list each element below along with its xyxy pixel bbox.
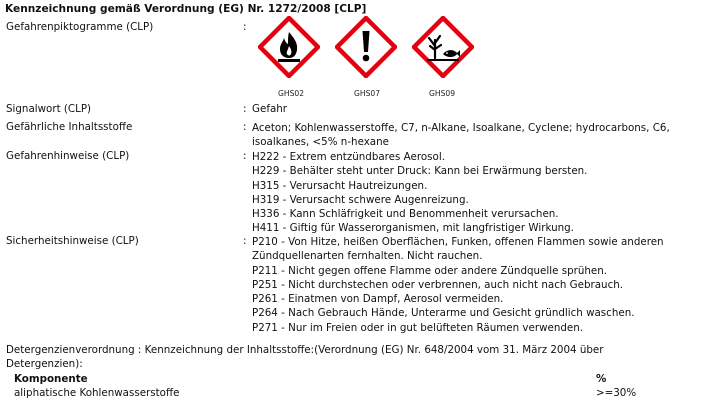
detergent-line: Detergenzien): [6, 357, 83, 370]
hazard-statement: H411 - Giftig für Wasserorganismen, mit langfristiger Wirkung. [252, 222, 574, 235]
precautionary-statement: P271 - Nur im Freien oder in gut belüfteten Räumen verwenden. [252, 321, 584, 334]
pictograms-label: Gefahrenpiktogramme (CLP) [6, 21, 154, 33]
pictograms-colon: : [243, 21, 247, 33]
table-header-percent: % [596, 373, 607, 385]
hazard-statements-list [252, 150, 587, 236]
ghs09-code: GHS09 [429, 89, 456, 98]
hazard-statements-colon: : [243, 150, 247, 162]
precautionary-statement: P264 - Nach Gebrauch Hände, Unterarme und Gesicht gründlich waschen. [252, 307, 635, 320]
detergent-regulation [6, 344, 603, 371]
ingredients-label: Gefährliche Inhaltsstoffe [6, 121, 133, 133]
precautionary-statement: P251 - Nicht durchstechen oder verbrennen, auch nicht nach Gebrauch. [252, 278, 624, 291]
precautionary-statement: P210 - Von Hitze, heißen Oberflächen, Funken, offenen Flammen sowie anderen [252, 236, 664, 248]
table-cell-percent: >=30% [596, 387, 637, 399]
signal-word-value: Gefahr [252, 103, 288, 115]
hazard-statement: H336 - Kann Schläfrigkeit und Benommenheit verursachen. [252, 208, 559, 221]
precautionary-statement: P261 - Einatmen von Dampf, Aerosol vermeiden. [252, 293, 504, 306]
ingredients-colon: : [243, 121, 247, 133]
precautionary-statement: Zündquellenarten fernhalten. Nicht rauchen. [252, 250, 483, 263]
detergent-line: Detergenzienverordnung : Kennzeichnung der Inhaltsstoffe:(Verordnung (EG) Nr. 648/2004 vom 31. März 2004 über [6, 344, 604, 356]
precautionary-statements-colon: : [243, 235, 247, 247]
table-cell-component: aliphatische Kohlenwasserstoffe [14, 387, 180, 399]
table-header-component: Komponente [14, 373, 88, 385]
page-title: Kennzeichnung gemäß Verordnung (EG) Nr. 1272/2008 [CLP] [5, 3, 367, 15]
precautionary-statements-label: Sicherheitshinweise (CLP) [6, 235, 139, 247]
hazard-statement: H315 - Verursacht Hautreizungen. [252, 179, 428, 192]
exclamation-mark-icon [335, 16, 397, 78]
ghs07-code: GHS07 [354, 89, 381, 98]
precautionary-statements-list [252, 235, 664, 335]
signal-word-colon: : [243, 103, 247, 115]
hazard-statements-label: Gefahrenhinweise (CLP) [6, 150, 130, 162]
ghs02-code: GHS02 [278, 89, 305, 98]
ingredients-line: Aceton; Kohlenwasserstoffe, C7, n-Alkane, Isoalkane, Cyclene; hydrocarbons, C6, [252, 122, 670, 134]
flame-icon [258, 16, 320, 78]
signal-word-label: Signalwort (CLP) [6, 103, 92, 115]
hazard-statement: H229 - Behälter steht unter Druck: Kann bei Erwärmung bersten. [252, 165, 588, 178]
ingredients-value [252, 121, 670, 150]
ingredients-line: isoalkanes, <5% n-hexane [252, 136, 389, 149]
hazard-statement: H319 - Verursacht schwere Augenreizung. [252, 193, 469, 206]
environment-icon [412, 16, 474, 78]
hazard-statement: H222 - Extrem entzündbares Aerosol. [252, 151, 445, 163]
precautionary-statement: P211 - Nicht gegen offene Flamme oder andere Zündquelle sprühen. [252, 264, 608, 277]
